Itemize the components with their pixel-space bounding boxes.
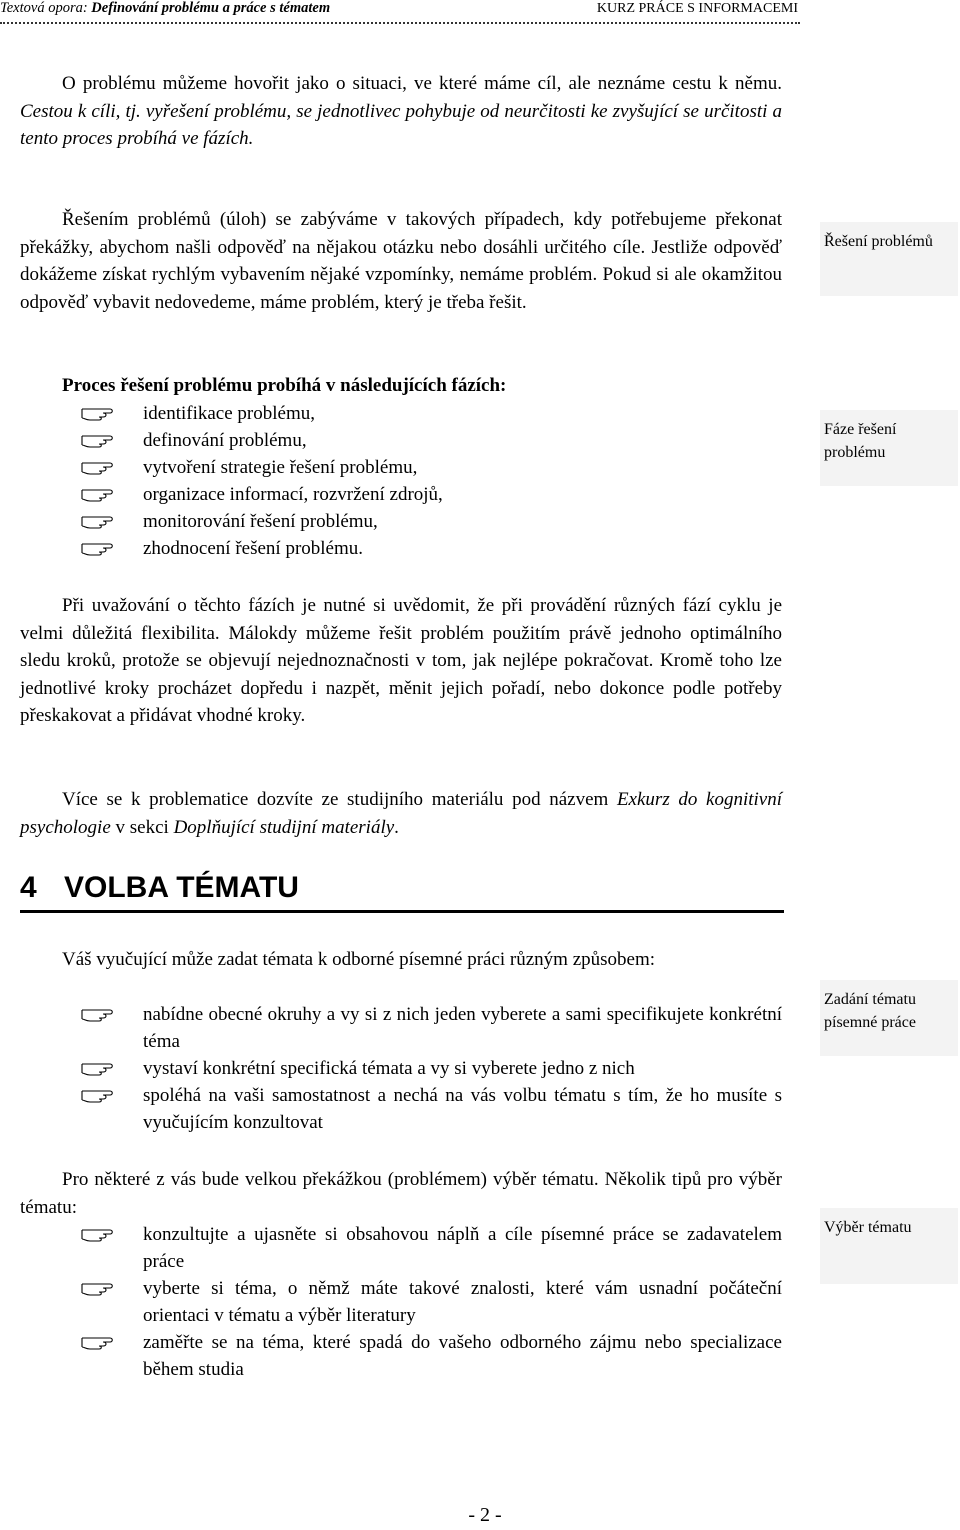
list-item-text: zaměřte se na téma, které spadá do vašeho odborného zájmu nebo specializace během studia: [143, 1332, 782, 1380]
intro-italic-text: Cestou k cíli, tj. vyřešení problému, se jednotlivec pohybuje od neurčitosti ke zvyšující se určitosti a tento proces probíhá ve fázích.: [20, 100, 782, 149]
list-item: [20, 427, 782, 454]
list-item-text: organizace informací, rozvržení zdrojů,: [143, 484, 443, 505]
pointing-hand-icon: [80, 535, 130, 562]
header-course-title: KURZ PRÁCE S INFORMACEMI: [596, 1, 798, 16]
list-item-text: konzultujte a ujasněte si obsahovou náplň a cíle písemné práce se zadavatelem práce: [143, 1224, 782, 1272]
list-item: [20, 400, 782, 427]
list-item-text: nabídne obecné okruhy a vy si z nich jeden vyberete a sami specifikujete konkrétní téma: [143, 1004, 782, 1052]
margin-note-zadani-tematu: Zadání tématu písemné práce: [820, 980, 958, 1056]
section-number: 4: [20, 871, 37, 904]
list-item-text: identifikace problému,: [143, 403, 315, 424]
list-item-text: vystaví konkrétní specifická témata a vy si vyberete jedno z nich: [143, 1058, 635, 1079]
header-left: [0, 0, 330, 17]
pointing-hand-icon: [80, 1329, 130, 1356]
margin-note-reseni-problemu: Řešení problémů: [820, 222, 958, 296]
page-header: [0, 0, 800, 24]
tips-paragraph: Pro některé z vás bude velkou překážkou (problémem) výběr tématu. Několik tipů pro výběr tématu:: [20, 1169, 782, 1218]
list-item: [20, 1001, 782, 1055]
section-title: VOLBA TÉMATU: [64, 871, 299, 904]
margin-note-vyber-tematu: Výběr tématu: [820, 1208, 958, 1284]
assignment-list: [20, 1001, 782, 1136]
pointing-hand-icon: [80, 1082, 130, 1109]
pointing-hand-icon: [80, 1221, 130, 1248]
list-item: [20, 508, 782, 535]
list-item-text: zhodnocení řešení problému.: [143, 538, 364, 559]
list-item: [20, 1329, 782, 1383]
phases-list: [20, 400, 782, 562]
more-info-link-doplnujici: Doplňující studijní materiály: [173, 816, 395, 838]
list-item-text: definování problému,: [143, 430, 307, 451]
list-item: [20, 454, 782, 481]
pointing-hand-icon: [80, 1275, 130, 1302]
list-item-text: vytvoření strategie řešení problému,: [143, 457, 418, 478]
assignment-paragraph: Váš vyučující může zadat témata k odborné písemné práci různým způsobem:: [62, 949, 656, 970]
header-doc-title: Definování problému a práce s tématem: [91, 0, 331, 16]
pointing-hand-icon: [80, 1001, 130, 1028]
pointing-hand-icon: [80, 427, 130, 454]
problem-solving-paragraph: Řešením problémů (úloh) se zabýváme v takových případech, kdy potřebujeme překonat překážky, abychom našli odpověď na nějakou otázku nebo dosáhli určitého cíle. Jestliže odpověď dokážeme získat rychlým vybavením nějaké vzpomínky, nemáme problém. Pokud si ale okamžitou odpověď vybavit nedovedeme, máme problém, který je třeba řešit.: [20, 209, 782, 313]
pointing-hand-icon: [80, 454, 130, 481]
pointing-hand-icon: [80, 508, 130, 535]
list-item: [20, 1221, 782, 1275]
more-info-paragraph: [20, 786, 782, 841]
list-item-text: spoléhá na vaši samostatnost a nechá na vás volbu tématu s tím, že ho musíte s vyučujícím konzultovat: [143, 1085, 782, 1133]
more-info-text-a: Více se k problematice dozvíte ze studijního materiálu pod názvem: [62, 789, 617, 810]
list-item-text: vyberte si téma, o němž máte takové znalosti, které vám usnadní počáteční orientaci v tématu a výběr literatury: [143, 1278, 782, 1326]
intro-paragraph: [20, 70, 782, 153]
more-info-text-c: v sekci: [110, 816, 174, 838]
section-heading: [20, 866, 784, 913]
list-item: [20, 1055, 782, 1082]
list-item: [20, 481, 782, 508]
pointing-hand-icon: [80, 400, 130, 427]
tips-list: [20, 1221, 782, 1383]
pointing-hand-icon: [80, 1055, 130, 1082]
phases-title: Proces řešení problému probíhá v následujících fázích:: [62, 375, 507, 396]
list-item: [20, 1082, 782, 1136]
list-item: [20, 535, 782, 562]
list-item-text: monitorování řešení problému,: [143, 511, 378, 532]
header-prefix: Textová opora:: [0, 0, 92, 16]
more-info-text-e: .: [394, 816, 399, 838]
list-item: [20, 1275, 782, 1329]
more-info-link-exkurz: Exkurz do kognitivní psychologie: [20, 789, 782, 838]
margin-note-faze-reseni: Fáze řešení problému: [820, 410, 958, 486]
intro-text: O problému můžeme hovořit jako o situaci, ve které máme cíl, ale neznáme cestu k němu.: [62, 73, 782, 94]
pointing-hand-icon: [80, 481, 130, 508]
page-number: - 2 -: [468, 1504, 502, 1526]
flexibility-paragraph: Při uvažování o těchto fázích je nutné si uvědomit, že při provádění různých fází cyklu je velmi důležitá flexibilita. Málokdy můžeme řešit problém použitím právě jednoho optimálního sledu kroků, protože se objevují nejednoznačnosti v tom, jak nejlépe pokračovat. Kromě toho lze jednotlivé kroky procházet dopředu i nazpět, měnit jejich pořadí, nebo dokonce podle potřeby přeskakovat a přidávat vhodné kroky.: [20, 595, 782, 726]
